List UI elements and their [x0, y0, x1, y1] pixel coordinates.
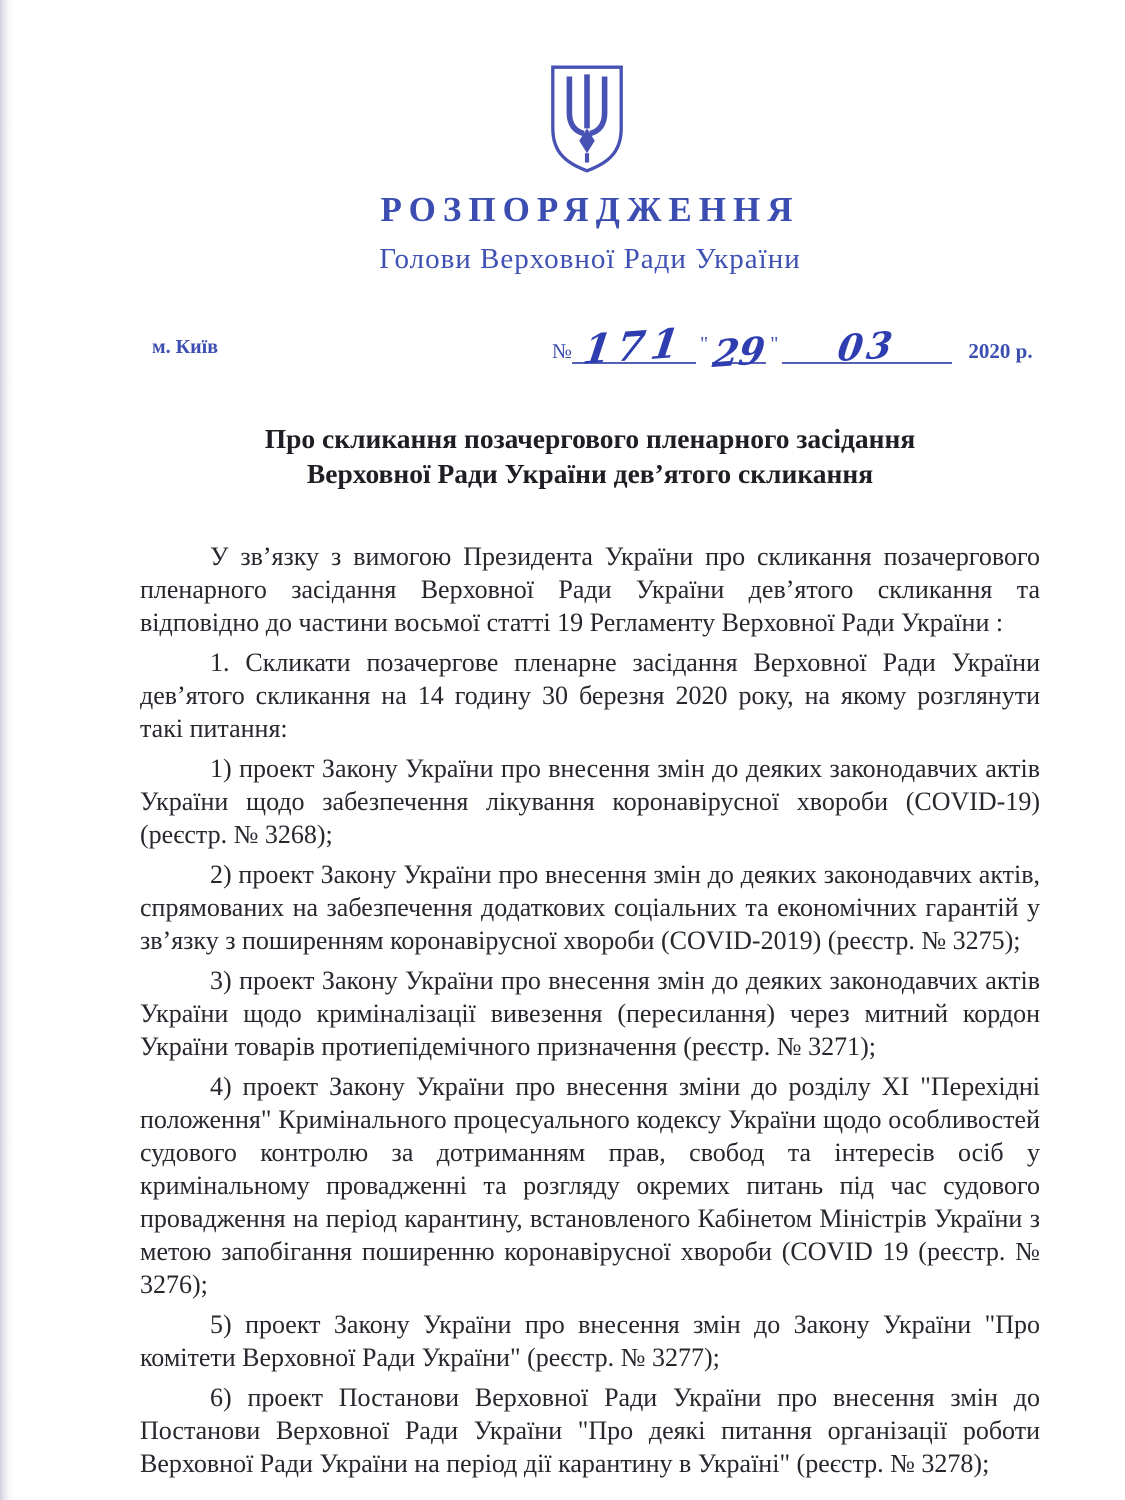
document-type-heading: РОЗПОРЯДЖЕННЯ — [380, 190, 800, 229]
year-label: 2020 р. — [968, 339, 1033, 363]
body-paragraph-intro: У зв’язку з вимогою Президента України про скликання позачергового пленарного засідання Верховної Ради України дев’ятого скликання та відповідно до частини восьмої статті 19 Регламенту Верховної Ради України : — [140, 542, 1040, 637]
document-title-line2: Верховної Ради України дев’ятого скликання — [306, 458, 874, 489]
number-blank-line — [572, 319, 696, 374]
body-paragraph-point1: 1. Скликати позачергове пленарне засідання Верховної Ради України дев’ятого скликання на 14 годину 30 березня 2020 року, на якому розглянути такі питання: — [140, 648, 1040, 743]
body-paragraph-item1: 1) проект Закону України про внесення змін до деяких законодавчих актів України щодо забезпечення лікування коронавірусної хвороби (COVID-19) (реєстр. № 3268); — [140, 754, 1040, 849]
open-quote: " — [700, 333, 709, 355]
meta-row — [140, 319, 1125, 377]
handwritten-day: 29 — [710, 327, 769, 377]
body-paragraph-item2: 2) проект Закону України про внесення змін до деяких законодавчих актів, спрямованих на забезпечення додаткових соціальних та економічних гарантій у зв’язку з поширенням коронавірусної хвороби (COVID-2019) (реєстр. № 3275); — [140, 860, 1040, 955]
body-paragraph-item6: 6) проект Постанови Верховної Ради України про внесення змін до Постанови Верховної Ради України "Про деякі питання організації роботи Верховної Ради України на період дії карантину в Україні" (реєстр. № 3278); — [140, 1383, 1040, 1478]
day-blank-line — [710, 327, 769, 377]
number-sign: № — [552, 339, 573, 363]
handwritten-month: 03 — [835, 323, 900, 371]
handwritten-number: 171 — [580, 319, 689, 374]
issuer-heading: Голови Верховної Ради України — [379, 243, 801, 275]
body-paragraph-item4: 4) проект Закону України про внесення зміни до розділу XI "Перехідні положення" Кримінального процесуального кодексу України щодо особливостей судового контролю за дотриманням прав, свобод та інтересів осіб у кримінальному провадженні та розгляду окремих питань під час судового провадження на період карантину, встановленого Кабінетом Міністрів України з метою запобігання поширенню коронавірусної хвороби (COVID 19 (реєстр. № 3276); — [140, 1072, 1040, 1299]
close-quote: " — [770, 333, 779, 355]
document-title-line1: Про скликання позачергового пленарного засідання — [264, 423, 916, 454]
document-title — [140, 421, 1040, 491]
place-label: м. Київ — [152, 336, 219, 358]
month-blank-line — [782, 323, 952, 371]
number-date-area — [552, 319, 1033, 377]
document-body — [140, 540, 1040, 1487]
body-paragraph-item3: 3) проект Закону України про внесення змін до деяких законодавчих актів України щодо криміналізації вивезення (пересилання) через митний кордон України товарів протиепідемічного призначення (реєстр. № 3271); — [140, 966, 1040, 1061]
body-paragraph-item5: 5) проект Закону України про внесення змін до Закону України "Про комітети Верховної Ради України" (реєстр. № 3277); — [140, 1310, 1040, 1372]
ukraine-trident-emblem-icon — [545, 62, 629, 176]
scan-edge-artifact — [0, 0, 14, 1500]
